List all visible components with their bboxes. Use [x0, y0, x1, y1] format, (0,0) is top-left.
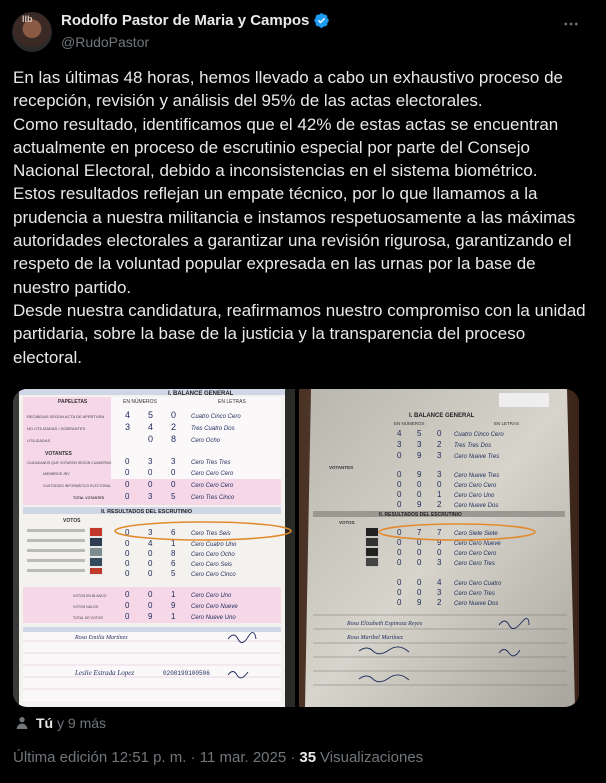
- left-digit: 0: [125, 528, 130, 537]
- right-words: Cuatro Cinco Cero: [454, 432, 504, 438]
- left-balance-title: I. BALANCE GENERAL: [168, 391, 234, 397]
- left-words: Cero Cero Cero: [191, 471, 234, 477]
- right-digit: 3: [437, 470, 442, 479]
- left-col-numbers: EN NÚMEROS: [123, 399, 157, 405]
- author-handle[interactable]: @RudoPastor: [61, 34, 150, 50]
- left-digit: 8: [171, 549, 176, 558]
- left-digit: 9: [171, 601, 176, 610]
- right-digit: 7: [437, 528, 442, 537]
- right-digit: 2: [437, 598, 442, 607]
- right-words: Cero Cero Nueve: [454, 541, 501, 547]
- left-digit: 3: [148, 528, 153, 537]
- right-words: Cero Nueve Dos: [454, 601, 499, 607]
- tweet-text: En las últimas 48 horas, hemos llevado a cabo un exhaustivo proceso de recepción, revisión y análisis del 95% de las actas electorales. Como resultado, identificamos que el 42% de estas actas se encuentran actualmente en proceso de escrutinio especial por parte del Consejo Nacional Electoral, debido a inconsistencias en el sistema biométrico. Estos resultados reflejan un empate técnico, por lo que llamamos a la prudencia a nuestra militancia e instamos respetuosamente a las máximas autoridades electorales a garantizar una revisión rigurosa, garantizando el respeto de la voluntad popular expresada en las urnas por la base de nuestro partido. Desde nuestra candidatura, reafirmamos nuestro compromiso con la unidad partidaria, sobre la base de la justicia y la transparencia del proceso electoral.: [13, 68, 586, 367]
- left-sign-name-2: Leslie Estrada Lopez: [75, 669, 135, 677]
- right-digit: 3: [437, 558, 442, 567]
- left-sign-id: 0208199100506: [163, 670, 210, 677]
- right-words: Cero Nueve Tres: [454, 454, 500, 460]
- right-digit: 5: [417, 429, 422, 438]
- left-digit: 0: [148, 468, 153, 477]
- right-digit: 0: [397, 578, 402, 587]
- left-digit: 0: [125, 468, 130, 477]
- right-digit: 9: [417, 470, 422, 479]
- left-digit: 0: [125, 492, 130, 501]
- left-digit: 4: [148, 422, 154, 432]
- right-words: Cero Siete Siete: [454, 531, 498, 537]
- left-digit: 4: [125, 410, 131, 420]
- right-digit: 7: [417, 528, 422, 537]
- left-results-title: II. RESULTADOS DEL ESCRUTINIO: [101, 509, 193, 515]
- left-papeletas-label: PAPELETAS: [58, 399, 88, 405]
- right-digit: 0: [417, 480, 422, 489]
- left-row-label: VOTOS EN BLANCO: [73, 594, 107, 598]
- left-row-label: UTILIZADAS: [27, 438, 51, 443]
- right-digit: 4: [397, 429, 402, 438]
- tagged-people[interactable]: [14, 713, 106, 733]
- left-digit: 0: [125, 549, 130, 558]
- left-digit: 0: [125, 559, 130, 568]
- left-digit: 5: [171, 492, 176, 501]
- left-digit: 3: [148, 457, 153, 466]
- left-digit: 9: [148, 612, 153, 621]
- right-words: Cero Cero Cero: [454, 483, 497, 489]
- avatar[interactable]: [12, 12, 52, 52]
- right-digit: 3: [437, 588, 442, 597]
- right-digit: 3: [417, 440, 422, 449]
- left-digit: 1: [171, 539, 176, 548]
- left-digit: 0: [125, 457, 130, 466]
- person-icon: [14, 715, 30, 731]
- left-digit: 5: [171, 569, 176, 578]
- left-digit: 0: [148, 601, 153, 610]
- left-digit: 0: [148, 434, 154, 444]
- left-row-label: CUSTODIOS INFORMÁTICO ELECTORAL: [43, 484, 111, 488]
- left-digit: 0: [125, 480, 130, 489]
- right-digit: 3: [397, 440, 402, 449]
- right-digit: 0: [397, 548, 402, 557]
- right-digit: 0: [397, 588, 402, 597]
- left-digit: 2: [171, 422, 177, 432]
- right-balance-title: I. BALANCE GENERAL: [409, 413, 475, 419]
- right-digit: 9: [417, 451, 422, 460]
- left-digit: 0: [125, 601, 130, 610]
- left-words: Cero Cuatro Uno: [191, 542, 237, 548]
- photo-grid: [13, 389, 579, 707]
- right-words: Cero Nueve Tres: [454, 473, 500, 479]
- right-results-title: II. RESULTADOS DEL ESCRUTINIO: [379, 512, 462, 518]
- avatar-logo: llb: [22, 14, 33, 24]
- left-digit: 0: [125, 612, 130, 621]
- left-row-label: TOTAL VOTANTES: [73, 496, 105, 500]
- right-digit: 0: [417, 548, 422, 557]
- right-votantes-label: VOTANTES: [329, 465, 354, 470]
- left-words: Cero Nueve Uno: [191, 615, 236, 621]
- left-row-label: VOTOS NULOS: [73, 605, 99, 609]
- left-words: Cero Cero Cero: [191, 483, 234, 489]
- left-row-label: CIUDADANOS QUE VOTARON SEGÚN CUADERNO: [27, 461, 112, 465]
- left-digit: 1: [171, 612, 176, 621]
- right-digit: 0: [397, 480, 402, 489]
- right-words: Tres Tres Dos: [454, 443, 492, 449]
- right-col-letters: EN LETRAS: [494, 421, 520, 426]
- right-words: Cero Cero Tres: [454, 591, 495, 597]
- author-name-row[interactable]: [61, 12, 330, 29]
- left-words: Cero Tres Seis: [191, 531, 231, 537]
- right-digit: 0: [397, 451, 402, 460]
- left-votos-label: VOTOS: [63, 518, 81, 524]
- right-digit: 0: [397, 500, 402, 509]
- edit-timestamp[interactable]: Última edición 12:51 p. m. · 11 mar. 2025 ·: [13, 749, 296, 766]
- left-digit: 3: [125, 422, 131, 432]
- photo-left-image: [13, 389, 295, 707]
- left-digit: 0: [148, 559, 153, 568]
- right-digit: 0: [397, 490, 402, 499]
- right-digit: 0: [437, 480, 442, 489]
- right-words: Cero Cero Tres: [454, 561, 495, 567]
- tweet-meta: [13, 749, 423, 766]
- right-digit: 3: [437, 451, 442, 460]
- left-digit: 4: [148, 539, 153, 548]
- right-digit: 9: [417, 598, 422, 607]
- left-words: Cero Cero Ocho: [191, 552, 235, 558]
- left-row-label: NO UTILIZADAS / SOBRANTES: [27, 426, 86, 431]
- left-words: Cero Cero Cinco: [191, 572, 236, 578]
- left-words: Cero Cero Nueve: [191, 604, 238, 610]
- left-words: Tres Cuatro Dos: [191, 426, 235, 432]
- photo-left[interactable]: [13, 389, 295, 707]
- tagged-you[interactable]: Tú: [36, 715, 54, 731]
- left-votantes-label: VOTANTES: [45, 451, 72, 457]
- right-digit: 0: [417, 558, 422, 567]
- right-digit: 0: [397, 598, 402, 607]
- left-digit: 6: [171, 528, 176, 537]
- right-words: Cero Nueve Dos: [454, 503, 499, 509]
- right-digit: 0: [417, 490, 422, 499]
- left-row-label: TOTAL DE VOTOS: [73, 616, 103, 620]
- right-digit: 0: [417, 538, 422, 547]
- right-digit: 0: [417, 578, 422, 587]
- right-digit: 0: [397, 470, 402, 479]
- left-sign-name-1: Rosa Emilia Martínez: [75, 635, 128, 641]
- more-options-button[interactable]: [560, 14, 582, 34]
- views-count: 35: [299, 749, 317, 766]
- left-row-label: RECIBIDAS SEGÚN ACTA DE APERTURA: [27, 414, 105, 419]
- left-digit: 0: [171, 468, 176, 477]
- left-col-letters: EN LETRAS: [218, 399, 246, 405]
- left-digit: 1: [171, 590, 176, 599]
- photo-right[interactable]: [299, 389, 579, 707]
- left-digit: 0: [148, 569, 153, 578]
- views-label: Visualizaciones: [320, 749, 424, 766]
- left-words: Cero Cero Seis: [191, 562, 233, 568]
- photo-right-image: [299, 389, 579, 707]
- more-icon: [562, 15, 580, 33]
- right-col-numbers: EN NÚMEROS: [394, 421, 425, 426]
- author-name[interactable]: Rodolfo Pastor de Maria y Campos: [61, 12, 310, 29]
- right-digit: 2: [437, 440, 442, 449]
- tweet-header: [0, 0, 606, 60]
- verified-badge-icon: [313, 12, 330, 29]
- right-digit: 0: [417, 588, 422, 597]
- right-digit: 2: [437, 500, 442, 509]
- right-votos-label: VOTOS: [339, 520, 355, 525]
- left-digit: 0: [148, 549, 153, 558]
- right-words: Cero Cero Cero: [454, 551, 497, 557]
- right-digit: 9: [417, 500, 422, 509]
- right-digit: 0: [397, 528, 402, 537]
- left-digit: 8: [171, 434, 177, 444]
- left-digit: 3: [148, 492, 153, 501]
- right-words: Cero Cero Uno: [454, 493, 495, 499]
- left-digit: 6: [171, 559, 176, 568]
- tagged-others[interactable]: y 9 más: [57, 715, 107, 731]
- right-words: Cero Cero Cuatro: [454, 581, 502, 587]
- left-digit: 0: [148, 590, 153, 599]
- left-digit: 0: [148, 480, 153, 489]
- right-digit: 0: [397, 538, 402, 547]
- left-digit: 0: [125, 590, 130, 599]
- left-digit: 0: [171, 480, 176, 489]
- right-digit: 9: [437, 538, 442, 547]
- left-words: Cero Ocho: [191, 438, 221, 444]
- left-digit: 0: [125, 539, 130, 548]
- left-digit: 0: [171, 410, 177, 420]
- left-digit: 0: [125, 569, 130, 578]
- left-digit: 5: [148, 410, 154, 420]
- left-words: Cero Tres Cinco: [191, 495, 235, 501]
- right-digit: 4: [437, 578, 442, 587]
- right-digit: 1: [437, 490, 442, 499]
- right-digit: 0: [437, 429, 442, 438]
- left-digit: 3: [171, 457, 176, 466]
- left-words: Cero Cero Uno: [191, 593, 232, 599]
- left-words: Cero Tres Tres: [191, 460, 231, 466]
- right-sign-name-2: Rosa Maribel Martínez: [347, 635, 403, 641]
- left-row-label: MIEMBROS JRV: [43, 472, 70, 476]
- left-words: Cuatro Cinco Cero: [191, 414, 241, 420]
- right-digit: 0: [397, 558, 402, 567]
- right-sign-name-1: Rosa Elizabeth Espinoza Reyes: [347, 621, 423, 627]
- right-digit: 0: [437, 548, 442, 557]
